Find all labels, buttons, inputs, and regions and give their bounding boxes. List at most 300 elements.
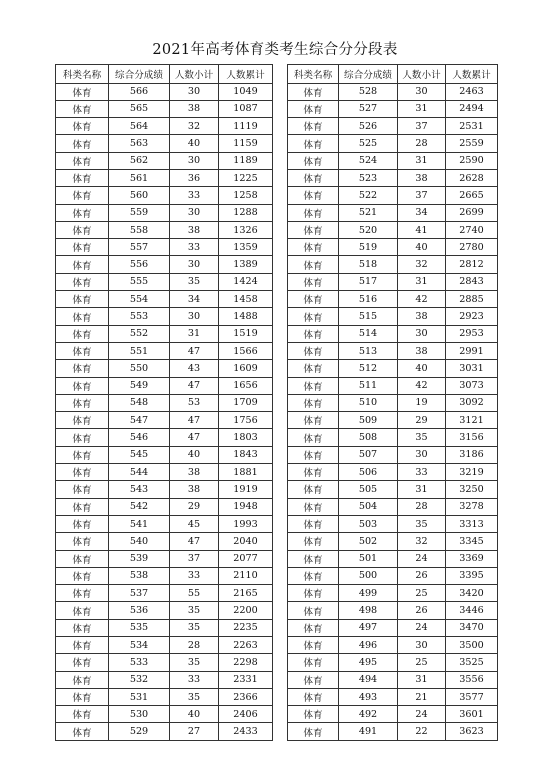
cell-cumulative: 3556: [446, 671, 498, 688]
cell-cumulative: 2235: [219, 619, 273, 636]
cell-cumulative: 1488: [219, 308, 273, 325]
table-row: [56, 256, 273, 273]
cell-cumulative: 2665: [446, 187, 498, 204]
cell-count: 31: [398, 152, 446, 169]
cell-subject: 体育: [288, 377, 339, 394]
table-row: [288, 152, 498, 169]
cell-score: 525: [339, 135, 398, 152]
cell-score: 508: [339, 429, 398, 446]
cell-score: 564: [109, 118, 170, 135]
cell-cumulative: 1389: [219, 256, 273, 273]
table-row: [288, 118, 498, 135]
cell-subject: 体育: [288, 619, 339, 636]
cell-cumulative: 2531: [446, 118, 498, 135]
table-row: [56, 567, 273, 584]
table-row: [288, 83, 498, 100]
cell-score: 559: [109, 204, 170, 221]
cell-count: 34: [398, 204, 446, 221]
cell-score: 517: [339, 273, 398, 290]
table-row: [56, 446, 273, 463]
table-row: [288, 429, 498, 446]
cell-subject: 体育: [288, 239, 339, 256]
cell-count: 32: [170, 118, 219, 135]
cell-score: 558: [109, 221, 170, 238]
cell-count: 47: [170, 533, 219, 550]
cell-count: 35: [170, 688, 219, 705]
cell-count: 47: [170, 412, 219, 429]
cell-count: 53: [170, 394, 219, 411]
cell-subject: 体育: [56, 291, 109, 308]
cell-subject: 体育: [288, 342, 339, 359]
cell-score: 549: [109, 377, 170, 394]
cell-score: 516: [339, 291, 398, 308]
cell-score: 539: [109, 550, 170, 567]
cell-score: 535: [109, 619, 170, 636]
cell-score: 524: [339, 152, 398, 169]
cell-score: 533: [109, 654, 170, 671]
cell-cumulative: 2590: [446, 152, 498, 169]
cell-score: 497: [339, 619, 398, 636]
cell-score: 501: [339, 550, 398, 567]
cell-score: 511: [339, 377, 398, 394]
table-row: [56, 723, 273, 740]
cell-count: 35: [170, 602, 219, 619]
cell-score: 499: [339, 585, 398, 602]
cell-count: 24: [398, 619, 446, 636]
table-row: [56, 602, 273, 619]
cell-score: 555: [109, 273, 170, 290]
cell-cumulative: 3219: [446, 464, 498, 481]
cell-count: 30: [398, 637, 446, 654]
cell-subject: 体育: [56, 187, 109, 204]
cell-cumulative: 2812: [446, 256, 498, 273]
cell-cumulative: 3369: [446, 550, 498, 567]
table-row: [288, 239, 498, 256]
cell-count: 38: [170, 221, 219, 238]
cell-subject: 体育: [56, 118, 109, 135]
cell-subject: 体育: [56, 481, 109, 498]
cell-score: 491: [339, 723, 398, 740]
cell-subject: 体育: [288, 394, 339, 411]
cell-cumulative: 2331: [219, 671, 273, 688]
cell-cumulative: 1566: [219, 342, 273, 359]
cell-subject: 体育: [56, 723, 109, 740]
header-subject: 科类名称: [56, 65, 109, 84]
cell-score: 561: [109, 169, 170, 186]
cell-cumulative: 1803: [219, 429, 273, 446]
cell-score: 523: [339, 169, 398, 186]
cell-subject: 体育: [56, 688, 109, 705]
cell-score: 520: [339, 221, 398, 238]
cell-subject: 体育: [288, 446, 339, 463]
cell-count: 26: [398, 567, 446, 584]
cell-subject: 体育: [288, 550, 339, 567]
cell-subject: 体育: [288, 498, 339, 515]
cell-score: 544: [109, 464, 170, 481]
table-row: [56, 412, 273, 429]
cell-count: 30: [170, 204, 219, 221]
cell-cumulative: 2699: [446, 204, 498, 221]
cell-score: 531: [109, 688, 170, 705]
cell-count: 38: [170, 481, 219, 498]
cell-subject: 体育: [288, 221, 339, 238]
cell-score: 496: [339, 637, 398, 654]
cell-subject: 体育: [56, 239, 109, 256]
cell-subject: 体育: [56, 135, 109, 152]
cell-count: 30: [398, 446, 446, 463]
cell-cumulative: 2110: [219, 567, 273, 584]
table-row: [288, 464, 498, 481]
cell-score: 492: [339, 706, 398, 723]
cell-count: 27: [170, 723, 219, 740]
table-row: [288, 446, 498, 463]
table-row: [56, 377, 273, 394]
table-row: [56, 533, 273, 550]
cell-cumulative: 1087: [219, 100, 273, 117]
table-row: [56, 498, 273, 515]
cell-count: 38: [398, 308, 446, 325]
cell-cumulative: 1656: [219, 377, 273, 394]
cell-score: 565: [109, 100, 170, 117]
cell-subject: 体育: [288, 100, 339, 117]
cell-cumulative: 2953: [446, 325, 498, 342]
table-row: [56, 706, 273, 723]
cell-cumulative: 1189: [219, 152, 273, 169]
cell-score: 556: [109, 256, 170, 273]
cell-subject: 体育: [56, 412, 109, 429]
cell-count: 55: [170, 585, 219, 602]
cell-score: 515: [339, 308, 398, 325]
cell-subject: 体育: [288, 291, 339, 308]
table-row: [288, 688, 498, 705]
table-row: [288, 325, 498, 342]
cell-subject: 体育: [56, 498, 109, 515]
cell-subject: 体育: [56, 550, 109, 567]
cell-subject: 体育: [288, 256, 339, 273]
cell-subject: 体育: [288, 169, 339, 186]
cell-score: 503: [339, 515, 398, 532]
cell-count: 24: [398, 550, 446, 567]
cell-cumulative: 1948: [219, 498, 273, 515]
table-row: [56, 394, 273, 411]
cell-cumulative: 2077: [219, 550, 273, 567]
table-row: [288, 308, 498, 325]
cell-count: 47: [170, 429, 219, 446]
table-row: [56, 342, 273, 359]
table-row: [288, 394, 498, 411]
cell-score: 560: [109, 187, 170, 204]
cell-count: 47: [170, 377, 219, 394]
cell-score: 552: [109, 325, 170, 342]
cell-score: 534: [109, 637, 170, 654]
cell-score: 554: [109, 291, 170, 308]
cell-cumulative: 3577: [446, 688, 498, 705]
table-row: [288, 585, 498, 602]
cell-subject: 体育: [56, 169, 109, 186]
cell-subject: 体育: [288, 602, 339, 619]
cell-cumulative: 2165: [219, 585, 273, 602]
cell-subject: 体育: [56, 464, 109, 481]
cell-score: 542: [109, 498, 170, 515]
cell-subject: 体育: [288, 135, 339, 152]
cell-subject: 体育: [288, 706, 339, 723]
cell-count: 40: [170, 135, 219, 152]
cell-count: 38: [170, 100, 219, 117]
cell-subject: 体育: [288, 118, 339, 135]
header-count: 人数小计: [170, 65, 219, 84]
table-row: [288, 637, 498, 654]
header-count: 人数小计: [398, 65, 446, 84]
table-row: [56, 221, 273, 238]
cell-count: 40: [398, 360, 446, 377]
cell-count: 30: [170, 152, 219, 169]
table-row: [288, 187, 498, 204]
cell-score: 532: [109, 671, 170, 688]
cell-subject: 体育: [288, 533, 339, 550]
cell-score: 509: [339, 412, 398, 429]
cell-cumulative: 1519: [219, 325, 273, 342]
table-row: [288, 377, 498, 394]
cell-count: 29: [398, 412, 446, 429]
cell-count: 32: [398, 533, 446, 550]
cell-cumulative: 1609: [219, 360, 273, 377]
cell-cumulative: 2559: [446, 135, 498, 152]
cell-subject: 体育: [288, 83, 339, 100]
cell-subject: 体育: [288, 515, 339, 532]
cell-cumulative: 1709: [219, 394, 273, 411]
cell-score: 562: [109, 152, 170, 169]
cell-score: 529: [109, 723, 170, 740]
cell-count: 35: [170, 273, 219, 290]
cell-score: 536: [109, 602, 170, 619]
cell-count: 35: [170, 619, 219, 636]
cell-count: 30: [170, 308, 219, 325]
table-row: [56, 152, 273, 169]
cell-cumulative: 2463: [446, 83, 498, 100]
cell-score: 506: [339, 464, 398, 481]
cell-subject: 体育: [56, 325, 109, 342]
cell-subject: 体育: [288, 723, 339, 740]
cell-count: 33: [170, 671, 219, 688]
cell-subject: 体育: [56, 204, 109, 221]
cell-subject: 体育: [288, 325, 339, 342]
cell-cumulative: 2885: [446, 291, 498, 308]
table-header-row: [288, 65, 498, 84]
cell-count: 19: [398, 394, 446, 411]
table-row: [288, 515, 498, 532]
cell-count: 35: [170, 654, 219, 671]
cell-score: 526: [339, 118, 398, 135]
cell-subject: 体育: [288, 308, 339, 325]
cell-count: 38: [398, 342, 446, 359]
cell-count: 38: [170, 464, 219, 481]
table-row: [288, 602, 498, 619]
table-row: [288, 291, 498, 308]
table-row: [288, 412, 498, 429]
cell-cumulative: 3278: [446, 498, 498, 515]
cell-score: 557: [109, 239, 170, 256]
cell-subject: 体育: [56, 83, 109, 100]
cell-subject: 体育: [288, 412, 339, 429]
cell-subject: 体育: [288, 273, 339, 290]
cell-score: 502: [339, 533, 398, 550]
header-cumulative: 人数累计: [446, 65, 498, 84]
cell-score: 537: [109, 585, 170, 602]
cell-score: 530: [109, 706, 170, 723]
cell-cumulative: 1919: [219, 481, 273, 498]
table-row: [288, 706, 498, 723]
cell-score: 510: [339, 394, 398, 411]
cell-subject: 体育: [56, 377, 109, 394]
cell-subject: 体育: [288, 187, 339, 204]
cell-subject: 体育: [56, 394, 109, 411]
cell-subject: 体育: [288, 481, 339, 498]
cell-count: 37: [170, 550, 219, 567]
table-row: [288, 481, 498, 498]
cell-subject: 体育: [56, 429, 109, 446]
cell-cumulative: 2923: [446, 308, 498, 325]
cell-cumulative: 3031: [446, 360, 498, 377]
cell-subject: 体育: [56, 342, 109, 359]
cell-count: 26: [398, 602, 446, 619]
cell-cumulative: 2433: [219, 723, 273, 740]
table-row: [56, 135, 273, 152]
table-row: [56, 118, 273, 135]
cell-score: 498: [339, 602, 398, 619]
cell-score: 507: [339, 446, 398, 463]
cell-count: 34: [170, 291, 219, 308]
cell-subject: 体育: [288, 567, 339, 584]
cell-subject: 体育: [56, 567, 109, 584]
cell-count: 25: [398, 585, 446, 602]
table-row: [56, 273, 273, 290]
cell-score: 541: [109, 515, 170, 532]
cell-cumulative: 2406: [219, 706, 273, 723]
table-row: [56, 619, 273, 636]
cell-subject: 体育: [56, 515, 109, 532]
cell-cumulative: 1843: [219, 446, 273, 463]
cell-score: 505: [339, 481, 398, 498]
cell-cumulative: 3186: [446, 446, 498, 463]
cell-subject: 体育: [56, 360, 109, 377]
cell-subject: 体育: [288, 464, 339, 481]
cell-score: 519: [339, 239, 398, 256]
cell-cumulative: 2991: [446, 342, 498, 359]
table-row: [288, 169, 498, 186]
cell-cumulative: 3250: [446, 481, 498, 498]
cell-count: 37: [398, 187, 446, 204]
table-row: [56, 550, 273, 567]
cell-cumulative: 2040: [219, 533, 273, 550]
cell-cumulative: 1326: [219, 221, 273, 238]
cell-count: 31: [170, 325, 219, 342]
table-row: [56, 83, 273, 100]
cell-cumulative: 3313: [446, 515, 498, 532]
table-row: [288, 619, 498, 636]
cell-score: 493: [339, 688, 398, 705]
cell-subject: 体育: [56, 221, 109, 238]
table-row: [288, 654, 498, 671]
cell-count: 30: [398, 325, 446, 342]
table-row: [56, 204, 273, 221]
table-row: [56, 688, 273, 705]
cell-count: 35: [398, 515, 446, 532]
cell-count: 31: [398, 273, 446, 290]
cell-score: 522: [339, 187, 398, 204]
cell-count: 40: [398, 239, 446, 256]
cell-count: 33: [170, 239, 219, 256]
header-score: 综合分成绩: [109, 65, 170, 84]
cell-cumulative: 3601: [446, 706, 498, 723]
cell-cumulative: 2780: [446, 239, 498, 256]
cell-cumulative: 3623: [446, 723, 498, 740]
cell-score: 551: [109, 342, 170, 359]
table-row: [288, 135, 498, 152]
table-row: [56, 671, 273, 688]
table-row: [56, 325, 273, 342]
cell-subject: 体育: [56, 446, 109, 463]
table-row: [56, 464, 273, 481]
cell-cumulative: 2298: [219, 654, 273, 671]
cell-subject: 体育: [288, 360, 339, 377]
cell-count: 28: [398, 135, 446, 152]
cell-cumulative: 1993: [219, 515, 273, 532]
table-row: [288, 723, 498, 740]
table-row: [56, 654, 273, 671]
cell-cumulative: 3420: [446, 585, 498, 602]
table-row: [288, 498, 498, 515]
cell-count: 42: [398, 291, 446, 308]
table-row: [56, 169, 273, 186]
table-row: [56, 481, 273, 498]
cell-count: 41: [398, 221, 446, 238]
cell-count: 28: [398, 498, 446, 515]
cell-count: 31: [398, 671, 446, 688]
cell-score: 540: [109, 533, 170, 550]
cell-cumulative: 1359: [219, 239, 273, 256]
cell-cumulative: 1119: [219, 118, 273, 135]
cell-score: 563: [109, 135, 170, 152]
cell-subject: 体育: [56, 533, 109, 550]
cell-subject: 体育: [288, 204, 339, 221]
table-row: [56, 585, 273, 602]
table-row: [288, 221, 498, 238]
cell-count: 47: [170, 342, 219, 359]
cell-count: 30: [170, 256, 219, 273]
cell-cumulative: 2200: [219, 602, 273, 619]
cell-count: 33: [398, 464, 446, 481]
cell-cumulative: 1159: [219, 135, 273, 152]
cell-subject: 体育: [288, 654, 339, 671]
table-row: [56, 187, 273, 204]
cell-subject: 体育: [56, 585, 109, 602]
cell-count: 43: [170, 360, 219, 377]
cell-cumulative: 3121: [446, 412, 498, 429]
cell-count: 35: [398, 429, 446, 446]
cell-cumulative: 1756: [219, 412, 273, 429]
cell-cumulative: 3156: [446, 429, 498, 446]
cell-cumulative: 2740: [446, 221, 498, 238]
cell-cumulative: 1225: [219, 169, 273, 186]
cell-score: 548: [109, 394, 170, 411]
cell-score: 527: [339, 100, 398, 117]
cell-cumulative: 3092: [446, 394, 498, 411]
table-row: [288, 360, 498, 377]
cell-count: 45: [170, 515, 219, 532]
cell-cumulative: 3395: [446, 567, 498, 584]
cell-count: 29: [170, 498, 219, 515]
cell-cumulative: 2628: [446, 169, 498, 186]
